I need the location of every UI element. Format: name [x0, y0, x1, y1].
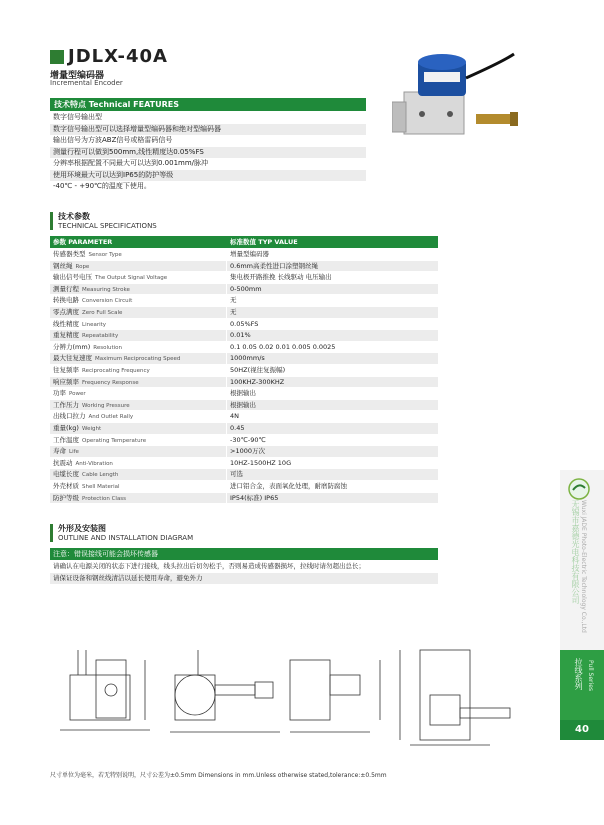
spec-value: -30℃-90℃	[230, 435, 266, 444]
spec-parameter-cn: 防护等级	[53, 493, 79, 502]
feature-row: -40℃ - +90℃的温度下使用。	[53, 182, 151, 190]
spec-parameter-en: The Output Signal Voltage	[95, 275, 168, 282]
outline-heading-en: OUTLINE AND INSTALLATION DIAGRAM	[58, 534, 194, 542]
drawing-side-view	[170, 650, 280, 732]
spec-parameter-cn: 测量行程	[53, 284, 79, 293]
spec-parameter-cn: 输出信号电压	[53, 273, 92, 282]
spec-parameter-en: Conversion Circuit	[82, 298, 133, 305]
spec-divider	[226, 435, 227, 446]
spec-parameter-cn: 往复频率	[53, 366, 79, 374]
spec-row	[50, 446, 438, 458]
spec-row	[50, 411, 438, 423]
spec-row	[50, 307, 438, 319]
spec-row	[50, 400, 438, 412]
spec-parameter-en: Working Pressure	[82, 402, 130, 409]
spec-parameter-en: Anti-Vibration	[75, 460, 113, 467]
spec-divider	[226, 295, 227, 306]
product-subtitle-cn: 增量型编码器	[50, 71, 105, 81]
spec-value: 0.45	[230, 424, 245, 432]
spec-parameter-en: Repeatability	[82, 333, 119, 340]
spec-divider	[226, 307, 227, 318]
spec-parameter-cn: 线性精度	[53, 319, 79, 328]
spec-parameter-en: Maximum Reciprocating Speed	[95, 356, 181, 363]
footer-note: 尺寸单位为毫米，若无特别说明，尺寸公差为±0.5mm Dimensions in mm.Unless otherwise stated,tolerance:±0.5mm	[50, 772, 387, 779]
series-label-en: Pull Series	[587, 660, 594, 692]
spec-parameter-en: Measuring Stroke	[82, 286, 130, 293]
specs-heading-en: TECHNICAL SPECIFICATIONS	[58, 222, 157, 230]
spec-row	[50, 423, 438, 435]
spec-divider	[226, 353, 227, 364]
spec-row	[50, 249, 438, 261]
spec-parameter-cn: 重量(kg)	[53, 424, 79, 432]
spec-row	[50, 377, 438, 389]
spec-parameter-en: Life	[69, 449, 79, 456]
spec-divider	[226, 272, 227, 283]
spec-parameter-cn: 抗震动	[53, 458, 73, 467]
spec-parameter-cn: 工作温度	[53, 435, 79, 444]
spec-row	[50, 458, 438, 470]
feature-row: 数字信号输出型可以选择增量型编码器和绝对型编码器	[50, 124, 366, 136]
spec-row	[50, 365, 438, 377]
series-label-cn: 拉线系列	[574, 658, 583, 690]
spec-parameter-en: Sensor Type	[88, 252, 122, 258]
spec-row	[50, 435, 438, 447]
spec-parameter-cn: 钢丝绳	[53, 261, 73, 270]
title-accent-bar	[50, 50, 64, 64]
spec-divider	[226, 469, 227, 480]
spec-row	[50, 481, 438, 493]
spec-value: 根据输出	[230, 400, 256, 409]
product-subtitle-en: Incremental Encoder	[50, 79, 123, 87]
spec-value: 0-500mm	[230, 284, 262, 293]
spec-value: 根据输出	[230, 389, 256, 398]
spec-parameter-en: Weight	[81, 426, 102, 432]
spec-parameter-cn: 响应频率	[53, 377, 79, 386]
feature-row: 测量行程可以做到500mm,线性精度达0.05%FS	[50, 147, 366, 159]
spec-row	[50, 342, 438, 354]
spec-divider	[226, 330, 227, 341]
note-row: 请保证设备和钢丝线清洁以延长使用寿命，避免外力	[50, 573, 438, 584]
spec-parameter-cn: 零点满度	[53, 308, 79, 316]
spec-row	[50, 284, 438, 296]
spec-parameter-cn: 工作压力	[53, 400, 79, 409]
spec-parameter-en: And Outlet Rally	[88, 414, 134, 421]
spec-parameter-en: Shell Material	[82, 484, 120, 490]
spec-parameter-cn: 电缆长度	[53, 470, 79, 479]
spec-row	[50, 353, 438, 365]
spec-value: >1000万次	[230, 447, 265, 456]
spec-parameter-en: Rope	[75, 263, 90, 270]
spec-value: 10HZ-1500HZ 10G	[230, 458, 292, 467]
spec-parameter-cn: 功率	[53, 389, 66, 398]
company-name-cn: 无锡市嘉德光电科技有限公司	[571, 500, 580, 604]
spec-row	[50, 295, 438, 307]
spec-parameter-cn: 重复精度	[53, 331, 79, 340]
outline-heading-cn: 外形及安装图	[58, 524, 106, 533]
spec-parameter-cn: 转换电路	[53, 296, 79, 305]
spec-divider	[226, 377, 227, 388]
spec-divider	[226, 458, 227, 469]
product-photo	[392, 52, 532, 144]
spec-divider	[226, 481, 227, 492]
spec-divider	[226, 446, 227, 457]
spec-parameter-en: Linearity	[82, 321, 107, 328]
spec-row	[50, 272, 438, 284]
spec-divider	[226, 319, 227, 330]
spec-divider	[226, 411, 227, 422]
feature-row: 数字信号输出型	[53, 113, 102, 121]
feature-row: 输出信号为方波ABZ信号或格雷码信号	[53, 136, 173, 144]
spec-parameter	[53, 493, 126, 506]
spec-parameter-cn: 传感器类型	[53, 250, 86, 258]
specs-table-header	[50, 236, 438, 248]
spec-parameter-en: Operating Temperature	[82, 437, 147, 444]
spec-parameter-cn: 外壳材质	[53, 482, 79, 490]
product-title: JDLX-40A	[68, 46, 168, 67]
spec-value: 可选	[230, 470, 243, 479]
outline-drawings	[50, 640, 560, 755]
spec-value: 50HZ(视往复振幅)	[230, 366, 286, 374]
specs-heading-cn: 技术参数	[58, 212, 90, 221]
drawing-install-view	[400, 650, 510, 745]
spec-divider	[226, 284, 227, 295]
spec-divider	[226, 400, 227, 411]
drawing-front-view	[60, 650, 150, 730]
spec-parameter-en: Reciprocating Frequency	[82, 368, 150, 374]
spec-value: 0.6mm高柔性进口涂塑钢丝绳	[230, 261, 319, 270]
spec-parameter-en: Power	[69, 391, 86, 398]
spec-row	[50, 493, 438, 505]
outline-accent-bar	[50, 524, 53, 542]
spec-value: 100KHZ-300KHZ	[230, 377, 285, 386]
spec-parameter-cn: 最大往复速度	[53, 354, 92, 363]
specs-accent-bar	[50, 212, 53, 230]
spec-value: IP54(标准) IP65	[230, 493, 279, 502]
note-row: 请确认在电源关闭的状态下进行接线，线头拉出后切勿松手，否则易造成传感器损坏，拉线时请勿超出总长；	[53, 562, 365, 570]
spec-divider	[226, 423, 227, 434]
spec-value: 0.01%	[230, 331, 251, 340]
feature-row: 分辨率根据配置不同最大可以达到0.001mm/脉冲	[53, 159, 209, 167]
spec-divider	[226, 342, 227, 353]
spec-value: 4N	[230, 412, 239, 421]
spec-divider	[226, 388, 227, 399]
spec-value: 无	[230, 296, 237, 305]
spec-divider	[226, 365, 227, 376]
warning-header: 注意：错误接线可能会损坏传感器	[50, 548, 438, 560]
features-header: 技术特点 Technical FEATURES	[50, 98, 366, 111]
specs-col-value: 标准数值 TYP VALUE	[230, 238, 298, 246]
spec-parameter-cn: 分辨力(mm)	[53, 342, 91, 351]
spec-value: 1000mm/s	[230, 354, 265, 363]
spec-divider	[226, 249, 227, 260]
spec-parameter-en: Protection Class	[82, 495, 127, 502]
spec-value: 0.05%FS	[230, 319, 259, 328]
spec-parameter-cn: 出线口拉力	[53, 412, 86, 421]
spec-parameter-en: Zero Full Scale	[82, 310, 123, 316]
spec-row	[50, 330, 438, 342]
spec-value: 0.1 0.05 0.02 0.01 0.005 0.0025	[230, 342, 336, 351]
spec-value: 增量型编码器	[230, 250, 269, 258]
spec-divider	[226, 261, 227, 272]
drawing-top-view	[290, 660, 380, 732]
company-name-en: Wuxi JADE Photo-Electric Technology Co.,Ltd	[580, 500, 587, 633]
page-number: 40	[560, 720, 604, 740]
spec-row	[50, 388, 438, 400]
spec-row	[50, 469, 438, 481]
feature-row: 使用环境最大可以达到IP65的防护等级	[50, 170, 366, 182]
spec-value: 集电极开路推挽 长线驱动 电压输出	[230, 273, 332, 282]
spec-value: 无	[230, 308, 237, 316]
specs-col-parameter: 参数 PARAMETER	[53, 238, 113, 246]
spec-parameter-cn: 寿命	[53, 447, 66, 456]
spec-row	[50, 261, 438, 273]
company-logo-icon	[566, 478, 592, 500]
spec-row	[50, 319, 438, 331]
spec-value: 进口铝合金，表面氧化处理，耐磨防腐蚀	[230, 482, 347, 490]
spec-parameter-en: Cable Length	[82, 472, 119, 479]
spec-divider	[226, 493, 227, 504]
spec-parameter-en: Frequency Response	[82, 379, 139, 386]
spec-parameter-en: Resolution	[93, 344, 122, 351]
